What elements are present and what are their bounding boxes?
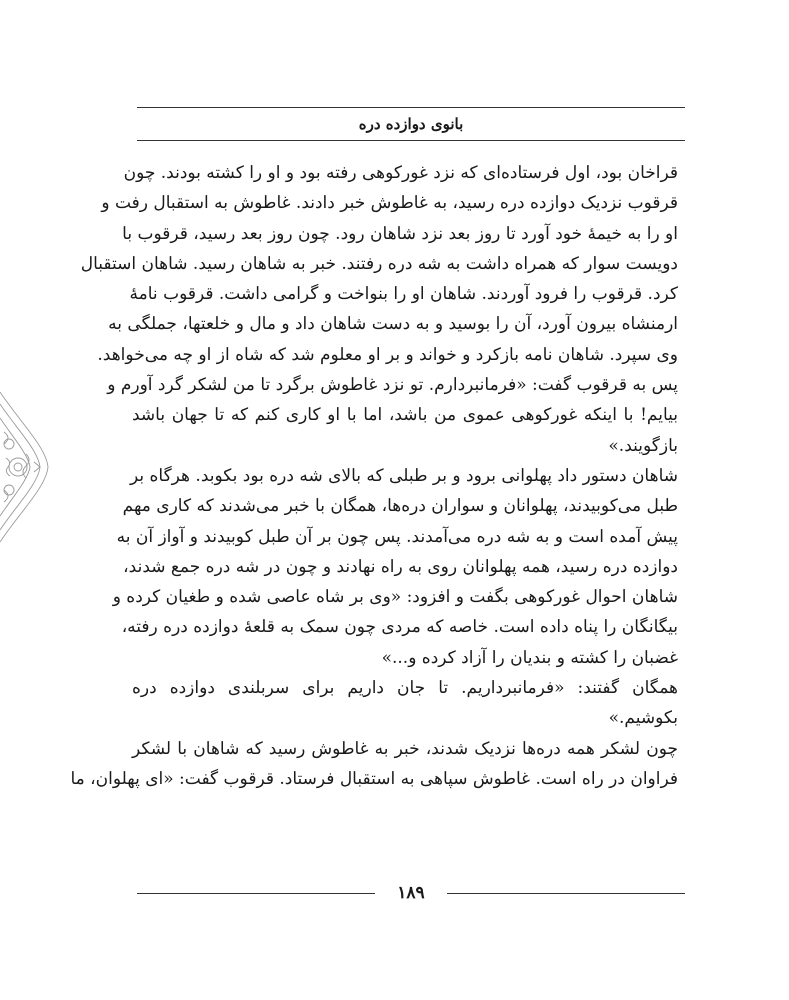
- text-line: کرد. قرقوب را فرود آوردند. شاهان او را بنواخت و گرامی داشت. قرقوب نامهٔ: [129, 284, 678, 305]
- text-line: بازگویند.»: [608, 435, 678, 456]
- header-rule-top: [137, 107, 685, 108]
- text-line: شاهان احوال غورکوهی بگفت و افزود: «وی بر شاه عاصی شده و طغیان کرده و: [112, 587, 678, 608]
- running-head: بانوی دوازده دره: [358, 115, 464, 133]
- text-line: چون لشکر همه دره‌ها نزدیک شدند، خبر به غاطوش رسید که شاهان با لشکر: [132, 738, 678, 759]
- footer-rule-right: [447, 893, 685, 894]
- text-line: وی سپرد. شاهان نامه بازکرد و خواند و بر او معلوم شد که شاه از او چه می‌خواهد.: [97, 344, 678, 365]
- page-number: ۱۸۹: [397, 883, 425, 903]
- text-line: شاهان دستور داد پهلوانی برود و بر طبلی که بالای شه دره بود بکوبد. هرگاه بر: [129, 465, 678, 486]
- text-line: بکوشیم.»: [608, 708, 678, 729]
- text-line: غضبان را کشته و بندیان را آزاد کرده و...»: [381, 647, 678, 668]
- page-footer: [137, 880, 685, 906]
- text-line: بیایم! با اینکه غورکوهی عموی من باشد، اما با او کاری کنم که تا جهان باشد: [132, 405, 678, 426]
- text-line: پیش آمده است و به شه دره می‌آمدند. پس چون بر آن طبل کوبیدند و آواز آن به: [116, 526, 678, 547]
- text-line: قرقوب نزدیک دوازده دره رسید، به غاطوش خبر دادند. غاطوش به استقبال رفت و: [101, 193, 678, 214]
- text-line: قراخان بود، اول فرستاده‌ای که نزد غورکوهی رفته بود و او را کشته بودند. چون: [123, 163, 678, 183]
- text-line: ارمنشاه بیرون آورد، آن را بوسید و به دست شاهان داد و مال و خلعتها، جملگی به: [108, 314, 678, 335]
- text-line: فراوان در راه است. غاطوش سپاهی به استقبال فرستاد. قرقوب گفت: «ای پهلوان، ما: [70, 768, 678, 789]
- text-line: پس به قرقوب گفت: «فرمانبردارم. تو نزد غاطوش برگرد تا من لشکر گرد آورم و: [107, 375, 678, 396]
- footer-rule-left: [137, 893, 375, 894]
- header-rule-bottom: [137, 140, 685, 141]
- text-line: طبل می‌کوبیدند، پهلوانان و سواران دره‌ها، همگان با خبر می‌شدند که کاری مهم: [122, 496, 678, 517]
- body-text: [70, 158, 678, 794]
- text-line: دوازده دره رسید، همه پهلوانان روی به راه نهادند و چون در شه دره جمع شدند،: [123, 556, 678, 577]
- arabesque-ornament-icon: [0, 392, 50, 542]
- text-line: دویست سوار که همراه داشت به شه دره رفتند. خبر به شاهان رسید. شاهان استقبال: [80, 253, 678, 274]
- text-line: او را به خیمهٔ خود آورد تا روز بعد نزد شاهان رود. چون روز بعد رسید، قرقوب با: [122, 223, 678, 244]
- text-line: همگان گفتند: «فرمانبرداریم. تا جان داریم برای سربلندی دوازده دره: [132, 678, 678, 699]
- text-line: بیگانگان را پناه داده است. خاصه که مردی چون سمک به قلعهٔ دوازده دره رفته،: [121, 617, 678, 638]
